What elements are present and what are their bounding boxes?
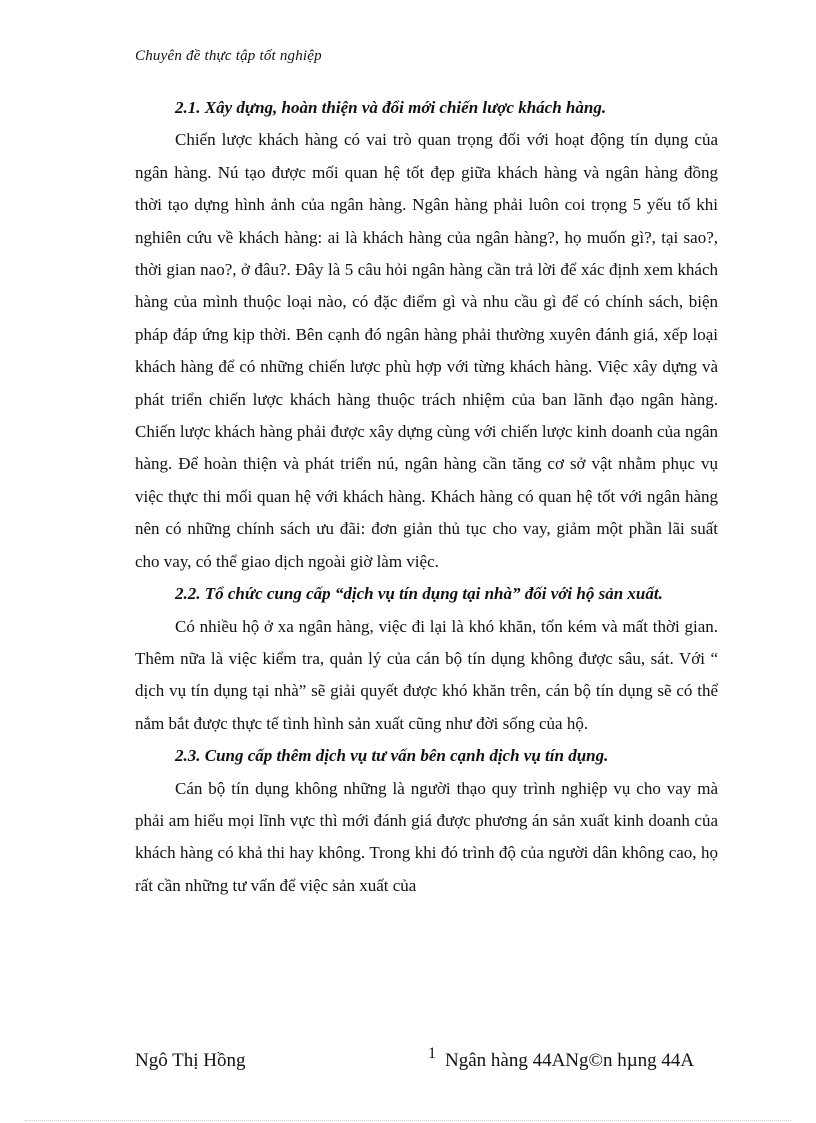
running-header: Chuyên đề thực tập tốt nghiệp [135, 48, 322, 64]
document-body [135, 92, 718, 902]
footer-author: Ngô Thị Hồng [135, 1050, 246, 1071]
section-paragraph-2-3: Cán bộ tín dụng không những là người thạo quy trình nghiệp vụ cho vay mà phải am hiểu mọi lĩnh vực thì mới đánh giá được phương án sản xuất kinh doanh của khách hàng có khả thi hay không. Trong khi đó trình độ của người dân không cao, họ rất cần những tư vấn để việc sản xuất của [135, 778, 718, 895]
section-paragraph-2-1: Chiến lược khách hàng có vai trò quan trọng đối với hoạt động tín dụng của ngân hàng. Nú tạo được mối quan hệ tốt đẹp giữa khách hàng và ngân hàng đồng thời tạo dựng hình ảnh của ngân hàng. Ngân hàng phải luôn coi trọng 5 yếu tố khi nghiên cứu về khách hàng: ai là khách hàng của ngân hàng?, họ muốn gì?, tại sao?, thời gian nao?, ở đâu?. Đây là 5 câu hỏi ngân hàng cần trả lời để xác định xem khách hàng của mình thuộc loại nào, có đặc điểm gì và nhu cầu gì để có chính sách, biện pháp đáp ứng kịp thời. Bên cạnh đó ngân hàng phải thường xuyên đánh giá, xếp loại khách hàng để có những chiến lược phù hợp với từng khách hàng. Việc xây dựng và phát triển chiến lược khách hàng thuộc trách nhiệm của ban lãnh đạo ngân hàng. Chiến lược khách hàng phải được xây dựng cùng với chiến lược kinh doanh của ngân hàng. Để hoàn thiện và phát triển nú, ngân hàng cần tăng cơ sở vật nhằm phục vụ việc thực thi mối quan hệ với khách hàng. Khách hàng có quan hệ tốt với ngân hàng nên có những chính sách ưu đãi: đơn giản thủ tục cho vay, giảm một phần lãi suất cho vay, có thể giao dịch ngoài giờ làm việc. [135, 130, 718, 571]
footer-page-number: 1 [428, 1045, 436, 1062]
section-paragraph-2-2: Có nhiều hộ ở xa ngân hàng, việc đi lại là khó khăn, tốn kém và mất thời gian. Thêm nữa là việc kiểm tra, quản lý của cán bộ tín dụng không được sâu, sát. Với “ dịch vụ tín dụng tại nhà” sẽ giải quyết được khó khăn trên, cán bộ tín dụng sẽ có thể nắm bắt được thực tế tình hình sản xuất cũng như đời sống của hộ. [135, 616, 718, 733]
section-heading-2-2: 2.2. Tổ chức cung cấp “dịch vụ tín dụng tại nhà” đối với hộ sản xuất. [175, 584, 663, 604]
section-heading-2-1: 2.1. Xây dựng, hoàn thiện và đổi mới chiến lược khách hàng. [175, 98, 607, 117]
page-bottom-divider [25, 1120, 791, 1121]
section-heading-2-3: 2.3. Cung cấp thêm dịch vụ tư vấn bên cạnh dịch vụ tín dụng. [175, 746, 609, 766]
footer-right-text: Ngân hàng 44ANg©n hµng 44A [445, 1050, 695, 1071]
